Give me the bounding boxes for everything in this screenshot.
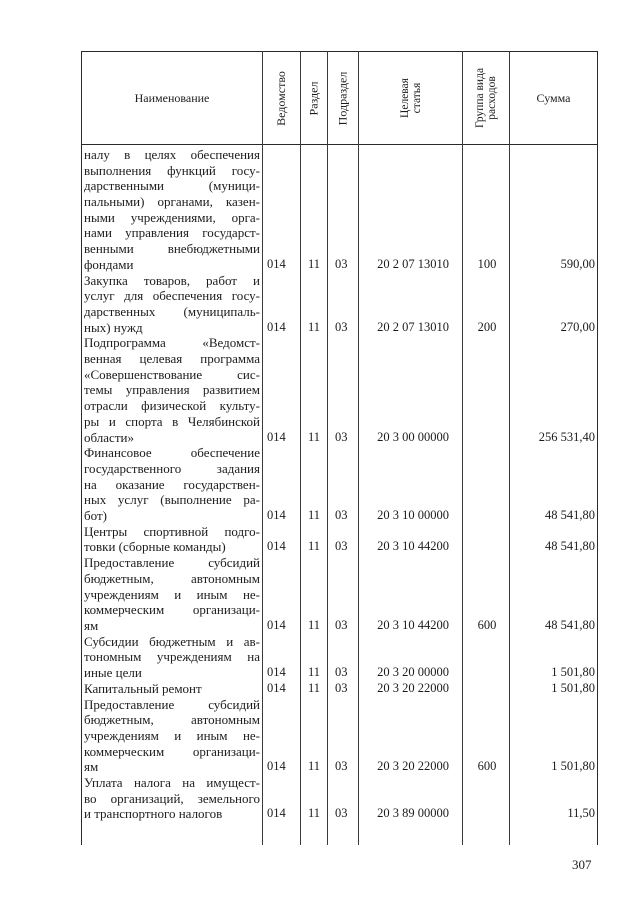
row-name <box>84 555 260 633</box>
row-name <box>84 335 260 445</box>
header-summa: Сумма <box>536 90 571 105</box>
row-celevaya: 20 3 10 00000 <box>377 508 449 523</box>
header-celevaya <box>399 78 423 118</box>
row-celevaya: 20 3 20 00000 <box>377 665 449 680</box>
row-podrazdel: 03 <box>335 759 348 774</box>
row-celevaya: 20 2 07 13010 <box>377 319 449 334</box>
row-name-line: венная целевая программа <box>84 351 260 367</box>
row-name-line: Центры спортивной подго- <box>84 523 260 539</box>
row-name-line: дарственными (муници- <box>84 178 260 194</box>
row-razdel: 11 <box>308 806 321 821</box>
row-summa: 590,00 <box>560 256 595 271</box>
row-razdel: 11 <box>308 508 321 523</box>
header-name-cell <box>82 52 262 144</box>
header-name: Наименование <box>134 90 210 105</box>
row-summa: 48 541,80 <box>545 617 595 632</box>
header-gruppa-cell <box>463 52 509 144</box>
row-name-line: отрасли физической культу- <box>84 398 260 414</box>
row-name-line: Предоставление субсидий <box>84 555 260 571</box>
row-podrazdel: 03 <box>335 806 348 821</box>
row-vedomstvo: 014 <box>267 429 286 444</box>
row-summa: 11,50 <box>567 806 595 821</box>
row-name-line: ными учреждениями, орга- <box>84 209 260 225</box>
row-name-line: области» <box>84 429 134 445</box>
header-podrazdel: Подраздел <box>335 71 350 125</box>
row-vedomstvo: 014 <box>267 665 286 680</box>
row-name-line: Подпрограмма «Ведомст- <box>84 335 260 351</box>
row-podrazdel: 03 <box>335 429 348 444</box>
row-name-line: бюджетным, автономным <box>84 712 260 728</box>
row-name-line: пальными) органами, казен- <box>84 194 260 210</box>
row-name-line: Капитальный ремонт <box>84 680 202 696</box>
row-name-line: на оказание государствен- <box>84 476 260 492</box>
row-name-line: бюджетным, автономным <box>84 570 260 586</box>
header-celevaya-cell <box>359 52 462 144</box>
header-gruppa-line2: расходов <box>486 76 499 120</box>
row-podrazdel: 03 <box>335 508 348 523</box>
table-row <box>82 147 597 273</box>
row-name-line: ных услуг (выполнение ра- <box>84 492 260 508</box>
table-row <box>82 445 597 524</box>
row-name <box>84 697 260 775</box>
header-bottom-border <box>82 144 597 145</box>
row-name-line: во организаций, земельного <box>84 790 260 806</box>
row-name-line: выполнения функций госу- <box>84 162 260 178</box>
table-row <box>82 524 597 555</box>
row-podrazdel: 03 <box>335 256 348 271</box>
row-name-line: Закупка товаров, работ и <box>84 272 260 288</box>
row-vedomstvo: 014 <box>267 539 286 554</box>
row-name <box>84 147 260 273</box>
row-name-line: учреждениям и иным не- <box>84 586 260 602</box>
row-celevaya: 20 3 10 44200 <box>377 617 449 632</box>
row-vedomstvo: 014 <box>267 508 286 523</box>
row-razdel: 11 <box>308 759 321 774</box>
row-name-line: венными внебюджетными <box>84 241 260 257</box>
row-name-line: тономным учреждениям на <box>84 649 260 665</box>
row-vedomstvo: 014 <box>267 806 286 821</box>
header-gruppa <box>474 68 498 128</box>
table-row <box>82 335 597 445</box>
row-name <box>84 634 260 681</box>
row-podrazdel: 03 <box>335 680 348 695</box>
table-row <box>82 697 597 776</box>
row-celevaya: 20 3 20 22000 <box>377 680 449 695</box>
row-name-line: коммерческим организаци- <box>84 602 260 618</box>
row-summa: 48 541,80 <box>545 508 595 523</box>
row-name <box>84 445 260 523</box>
row-razdel: 11 <box>308 539 321 554</box>
header-celevaya-line2: статья <box>410 82 423 114</box>
row-summa: 1 501,80 <box>551 759 595 774</box>
row-celevaya: 20 3 10 44200 <box>377 539 449 554</box>
row-name-line: государственного задания <box>84 460 260 476</box>
header-razdel-cell <box>301 52 327 144</box>
row-name-line: «Совершенствование сис- <box>84 366 260 382</box>
row-gruppa: 600 <box>477 617 497 632</box>
row-name-line: Субсидии бюджетным и ав- <box>84 633 260 649</box>
row-name <box>84 273 260 336</box>
row-name-line: налу в целях обеспечения <box>84 147 260 162</box>
row-name-line: и транспортного налогов <box>84 806 223 822</box>
row-vedomstvo: 014 <box>267 617 286 632</box>
row-name <box>84 775 260 822</box>
row-celevaya: 20 3 20 22000 <box>377 759 449 774</box>
row-name <box>84 681 260 697</box>
row-razdel: 11 <box>308 256 321 271</box>
row-podrazdel: 03 <box>335 319 348 334</box>
row-name-line: ных) нужд <box>84 319 143 335</box>
row-podrazdel: 03 <box>335 539 348 554</box>
row-vedomstvo: 014 <box>267 256 286 271</box>
row-name-line: темы управления развитием <box>84 382 260 398</box>
row-summa: 1 501,80 <box>551 665 595 680</box>
row-name-line: дарственных (муниципаль- <box>84 303 260 319</box>
table-row <box>82 681 597 697</box>
header-vedomstvo: Ведомство <box>274 70 289 126</box>
header-razdel: Раздел <box>306 81 321 115</box>
row-name-line: услуг для обеспечения госу- <box>84 288 260 304</box>
header-podrazdel-cell <box>328 52 358 144</box>
row-name-line: ям <box>84 617 99 633</box>
row-celevaya: 20 2 07 13010 <box>377 256 449 271</box>
row-name-line: Финансовое обеспечение <box>84 445 260 461</box>
header-gruppa-line1: Группа вида <box>474 67 487 129</box>
row-name-line: фондами <box>84 256 134 272</box>
row-vedomstvo: 014 <box>267 759 286 774</box>
row-podrazdel: 03 <box>335 617 348 632</box>
row-celevaya: 20 3 89 00000 <box>377 806 449 821</box>
row-name-line: Уплата налога на имущест- <box>84 775 260 790</box>
row-name-line: бот) <box>84 508 107 524</box>
row-gruppa: 200 <box>477 319 497 334</box>
header-vedomstvo-cell <box>263 52 300 144</box>
row-celevaya: 20 3 00 00000 <box>377 429 449 444</box>
row-razdel: 11 <box>308 429 321 444</box>
row-razdel: 11 <box>308 680 321 695</box>
page-number: 307 <box>572 857 592 872</box>
row-name-line: ры и спорта в Челябинской <box>84 413 260 429</box>
row-vedomstvo: 014 <box>267 680 286 695</box>
row-name-line: учреждениям и иным не- <box>84 727 260 743</box>
row-vedomstvo: 014 <box>267 319 286 334</box>
row-razdel: 11 <box>308 665 321 680</box>
row-gruppa: 100 <box>477 256 497 271</box>
header-summa-cell <box>510 52 597 144</box>
row-name-line: иные цели <box>84 665 142 681</box>
row-summa: 270,00 <box>560 319 595 334</box>
row-gruppa: 600 <box>477 759 497 774</box>
table-row <box>82 775 597 822</box>
row-summa: 1 501,80 <box>551 680 595 695</box>
row-name-line: коммерческим организаци- <box>84 743 260 759</box>
table-row <box>82 634 597 681</box>
row-razdel: 11 <box>308 319 321 334</box>
row-summa: 48 541,80 <box>545 539 595 554</box>
row-name-line: ям <box>84 759 99 775</box>
row-razdel: 11 <box>308 617 321 632</box>
row-summa: 256 531,40 <box>538 429 595 444</box>
budget-table <box>81 51 598 845</box>
table-row <box>82 273 597 336</box>
row-name-line: товки (сборные команды) <box>84 539 226 555</box>
row-name-line: Предоставление субсидий <box>84 696 260 712</box>
row-name <box>84 524 260 555</box>
row-name-line: нами управления государст- <box>84 225 260 241</box>
table-row <box>82 555 597 634</box>
row-podrazdel: 03 <box>335 665 348 680</box>
header-celevaya-line1: Целевая <box>398 78 411 118</box>
